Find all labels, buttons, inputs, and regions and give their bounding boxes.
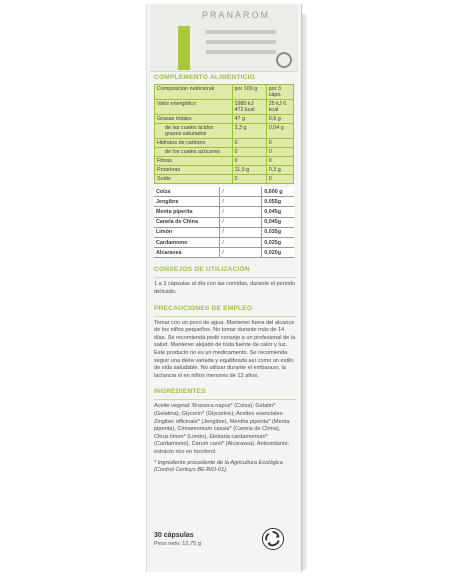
section-divider <box>154 316 296 317</box>
nutrient-per3: 0 <box>266 148 293 157</box>
ingredientes-note <box>154 460 296 475</box>
table-row <box>154 187 294 197</box>
ingredient-slash: / <box>220 197 262 207</box>
nutrient-label: Valor energético <box>155 100 233 115</box>
ingredient-name: Alcaravea <box>154 248 220 258</box>
table-row <box>154 248 294 258</box>
nutrient-per100: 0 <box>232 157 266 166</box>
box-side-shadow <box>302 14 307 570</box>
nutrient-label: Hidratos de carbono <box>155 139 233 148</box>
ingredient-slash: / <box>220 238 262 248</box>
nutrient-label: Fibras <box>155 157 233 166</box>
ingredient-name: Canela de China <box>154 217 220 227</box>
table-row <box>154 197 294 207</box>
table-row <box>155 148 294 157</box>
table-row <box>155 166 294 175</box>
ingredient-name: Limón <box>154 227 220 237</box>
table-row <box>154 227 294 237</box>
ingredient-name: Colza <box>154 187 220 197</box>
nutrition-header-cell: por 3 cáps. <box>266 85 293 100</box>
nutrient-per100: 47 g <box>232 115 266 124</box>
table-row <box>155 115 294 124</box>
brand-name: PRANAROM <box>202 10 271 20</box>
section-title-consejos: CONSEJOS DE UTILIZACIÓN <box>154 266 250 274</box>
ingredient-amount: 0,045g <box>262 207 294 217</box>
ingredient-amount: 0,020g <box>262 248 294 258</box>
net-weight: Peso neto: 12,75 g <box>154 541 201 547</box>
consejos-text: 1 a 3 cápsulas al día con las comidas, durante el periodo delicado. <box>154 281 296 296</box>
ingredient-name: Menta piperita <box>154 207 220 217</box>
nutrient-per100: 0 <box>232 139 266 148</box>
ingredient-slash: / <box>220 227 262 237</box>
ingredient-amount: 0,045g <box>262 217 294 227</box>
capsule-count: 30 cápsulas <box>154 532 194 539</box>
ingredient-slash: / <box>220 248 262 258</box>
nutrition-header-cell: Composición nutricional <box>155 85 233 100</box>
nutrient-label: de las cuales ácidos grasos saturados <box>155 124 233 139</box>
box-top-flap <box>150 4 298 72</box>
nutrient-label: Sodio <box>155 175 233 184</box>
green-stripe <box>178 26 190 70</box>
ingredient-name: Cardamomo <box>154 238 220 248</box>
nutrition-table <box>154 84 294 184</box>
section-divider <box>154 399 296 400</box>
nutrient-label: Grasas totales <box>155 115 233 124</box>
ingredient-amount: 0,055g <box>262 197 294 207</box>
nutrient-per3: 0 <box>266 157 293 166</box>
table-row <box>155 139 294 148</box>
table-row <box>155 175 294 184</box>
section-divider <box>154 277 296 278</box>
nutrient-per100: 3,3 g <box>232 124 266 139</box>
nutrient-per100: 0 <box>232 148 266 157</box>
ingredientes-text: Aceite vegetal: Brassica napus* (Colza); Gelatin* (Gelatina); Glycerin* (Glycerine); Aceites esenciales: Zingiber officinale* (Jengibre), Mentha piperita* (Menta piperita), Cinnamomum cassia* (Canela de China), Citrus limon* (Limón), Elettaria cardamomum* (Cardamomo), Carum carvi* (Alcaravea). Antioxidante: extracto rico en tocoferol. <box>154 403 290 455</box>
recycle-icon <box>262 528 284 550</box>
nutrient-label: Proteínas <box>155 166 233 175</box>
ingredient-amount: 0,025g <box>262 238 294 248</box>
table-row <box>154 238 294 248</box>
nutrient-per3: 0 <box>266 139 293 148</box>
nutrient-per100: 1980 kJ 472 kcal <box>232 100 266 115</box>
label-footer <box>154 532 296 547</box>
table-row <box>155 124 294 139</box>
recycle-icon-graphic <box>263 529 282 548</box>
nutrient-per100: 0 <box>232 175 266 184</box>
nutrient-label: de los cuales azúcares <box>155 148 233 157</box>
ingredient-slash: / <box>220 207 262 217</box>
ingredient-name: Jengibre <box>154 197 220 207</box>
ingredient-amount: 0,035g <box>262 227 294 237</box>
nutrition-header-cell: por 100 g <box>232 85 266 100</box>
section-title-complemento: COMPLEMENTO ALIMENTICIO <box>154 74 255 81</box>
ingredient-slash: / <box>220 187 262 197</box>
nutrition-header-row <box>155 85 294 100</box>
nutrient-per3: 0,6 g <box>266 115 293 124</box>
nutrient-per3: 0,04 g <box>266 124 293 139</box>
nutrient-per3: 0,3 g <box>266 166 293 175</box>
nutrient-per3: 0 <box>266 175 293 184</box>
ingredient-amounts-table <box>154 187 294 258</box>
flap-circle-icon <box>276 52 292 68</box>
section-title-precauciones: PRECAUCIONES DE EMPLEO <box>154 304 253 312</box>
ingredient-slash: / <box>220 217 262 227</box>
precauciones-text: Tomar con un poco de agua. Mantener fuera del alcance de los niños pequeños. No tomar durante más de 14 días. Se recomienda pedir consejo a un profesional de la salud. Mantener alejado de toda fuente de calor y luz. Este producto no es un medicamento. Se recomienda seguir una dieta variada y equilibrada así como un estilo de vida saludable. No utilizar durante el embarazo, la lactancia ni en niños menores de 12 años. <box>154 319 296 379</box>
ingredientes-note-text: * Ingrediente procedente de la Agricultura Ecológica (Control Certisys BE-BIO-01). <box>154 459 283 474</box>
table-row <box>155 157 294 166</box>
nutrient-per100: 11,9 g <box>232 166 266 175</box>
nutrient-per3: 25 kJ 6 kcal <box>266 100 293 115</box>
label-content <box>154 74 296 475</box>
ingredient-amount: 0,600 g <box>262 187 294 197</box>
section-title-ingredientes: INGREDIENTES <box>154 388 206 396</box>
table-row <box>154 217 294 227</box>
table-row <box>155 100 294 115</box>
table-row <box>154 207 294 217</box>
